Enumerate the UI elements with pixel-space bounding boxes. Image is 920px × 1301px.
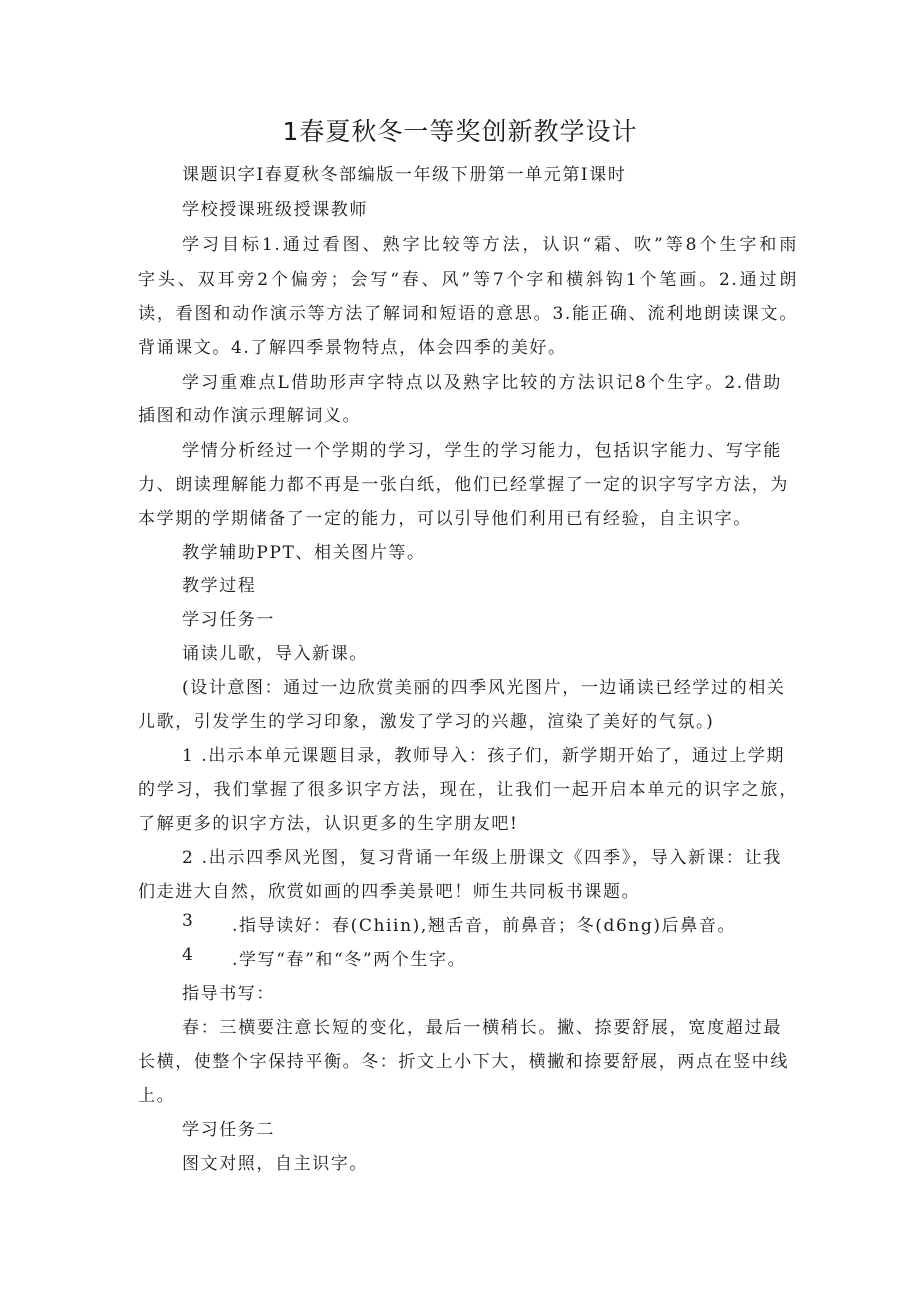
goals-line: 字头、双耳旁2个偏旁；会写“春、风”等7个字和横斜钩1个笔画。2.通过朗 [138,270,798,290]
step3-text: .指导读好：春(Chiin),翘舌音，前鼻音；冬(d6ng)后鼻音。 [232,916,737,936]
process-heading: 教学过程 [182,576,257,596]
design-intent-line: (设计意图：通过一边欣赏美丽的四季风光图片，一边诵读已经学过的相关 [182,678,786,698]
step4-number: 4 [182,945,195,965]
step1-line: 的学习，我们掌握了很多识字方法，现在，让我们一起开启本单元的识字之旅， [138,780,798,800]
page-title: 1春夏秋冬一等奖创新教学设计 [282,117,638,146]
writing-guide-label: 指导书写： [182,984,275,1004]
step1-line: 1 .出示本单元课题目录，教师导入：孩子们，新学期开始了，通过上学期 [182,746,786,766]
step1-line: 了解更多的识字方法，认识更多的生字朋友吧! [138,814,519,834]
writing-guide-line: 上。 [138,1086,176,1106]
analysis-line: 力、朗读理解能力都不再是一张白纸，他们已经掌握了一定的识字写字方法，为 [138,475,789,495]
goals-line: 学习目标1.通过看图、熟字比较等方法，认识“霜、吹”等8个生字和雨 [182,235,798,255]
task1-heading: 学习任务一 [182,610,275,630]
task2-heading: 学习任务二 [182,1120,275,1140]
goals-line: 读，看图和动作演示等方法了解词和短语的意思。3.能正确、流利地朗读课文。 [138,304,798,324]
design-intent-line: 儿歌，引发学生的学习印象，激发了学习的兴趣，渲染了美好的气氛。) [138,712,715,732]
step2-line: 们走进大自然，欣赏如画的四季美景吧！师生共同板书课题。 [138,882,641,902]
step4-text: .学写“春”和“冬”两个生字。 [232,950,467,970]
key-points-line: 插图和动作演示理解词义。 [138,406,362,426]
task2-subtitle: 图文对照，自主识字。 [182,1154,368,1174]
writing-guide-line: 春：三横要注意长短的变化，最后一横稍长。撇、捺要舒展，宽度超过最 [182,1018,782,1038]
course-info: 课题识字I春夏秋冬部编版一年级下册第一单元第I课时 [182,165,627,185]
school-info: 学校授课班级授课教师 [182,200,368,220]
step3-number: 3 [182,911,195,931]
teaching-aids: 教学辅助PPT、相关图片等。 [182,543,426,563]
task1-subtitle: 诵读儿歌，导入新课。 [182,644,368,664]
analysis-line: 本学期的学期储备了一定的能力，可以引导他们利用已有经验，自主识字。 [138,509,752,529]
goals-line: 背诵课文。4.了解四季景物特点，体会四季的美好。 [138,338,567,358]
writing-guide-line: 长横，使整个字保持平衡。冬：折文上小下大，横撇和捺要舒展，两点在竖中线 [138,1052,789,1072]
key-points-line: 学习重难点L借助形声字特点以及熟字比较的方法识记8个生字。2.借助 [182,373,782,393]
step2-line: 2 .出示四季风光图，复习背诵一年级上册课文《四季》，导入新课：让我 [182,848,782,868]
analysis-line: 学情分析经过一个学期的学习，学生的学习能力，包括识字能力、写字能 [182,441,782,461]
